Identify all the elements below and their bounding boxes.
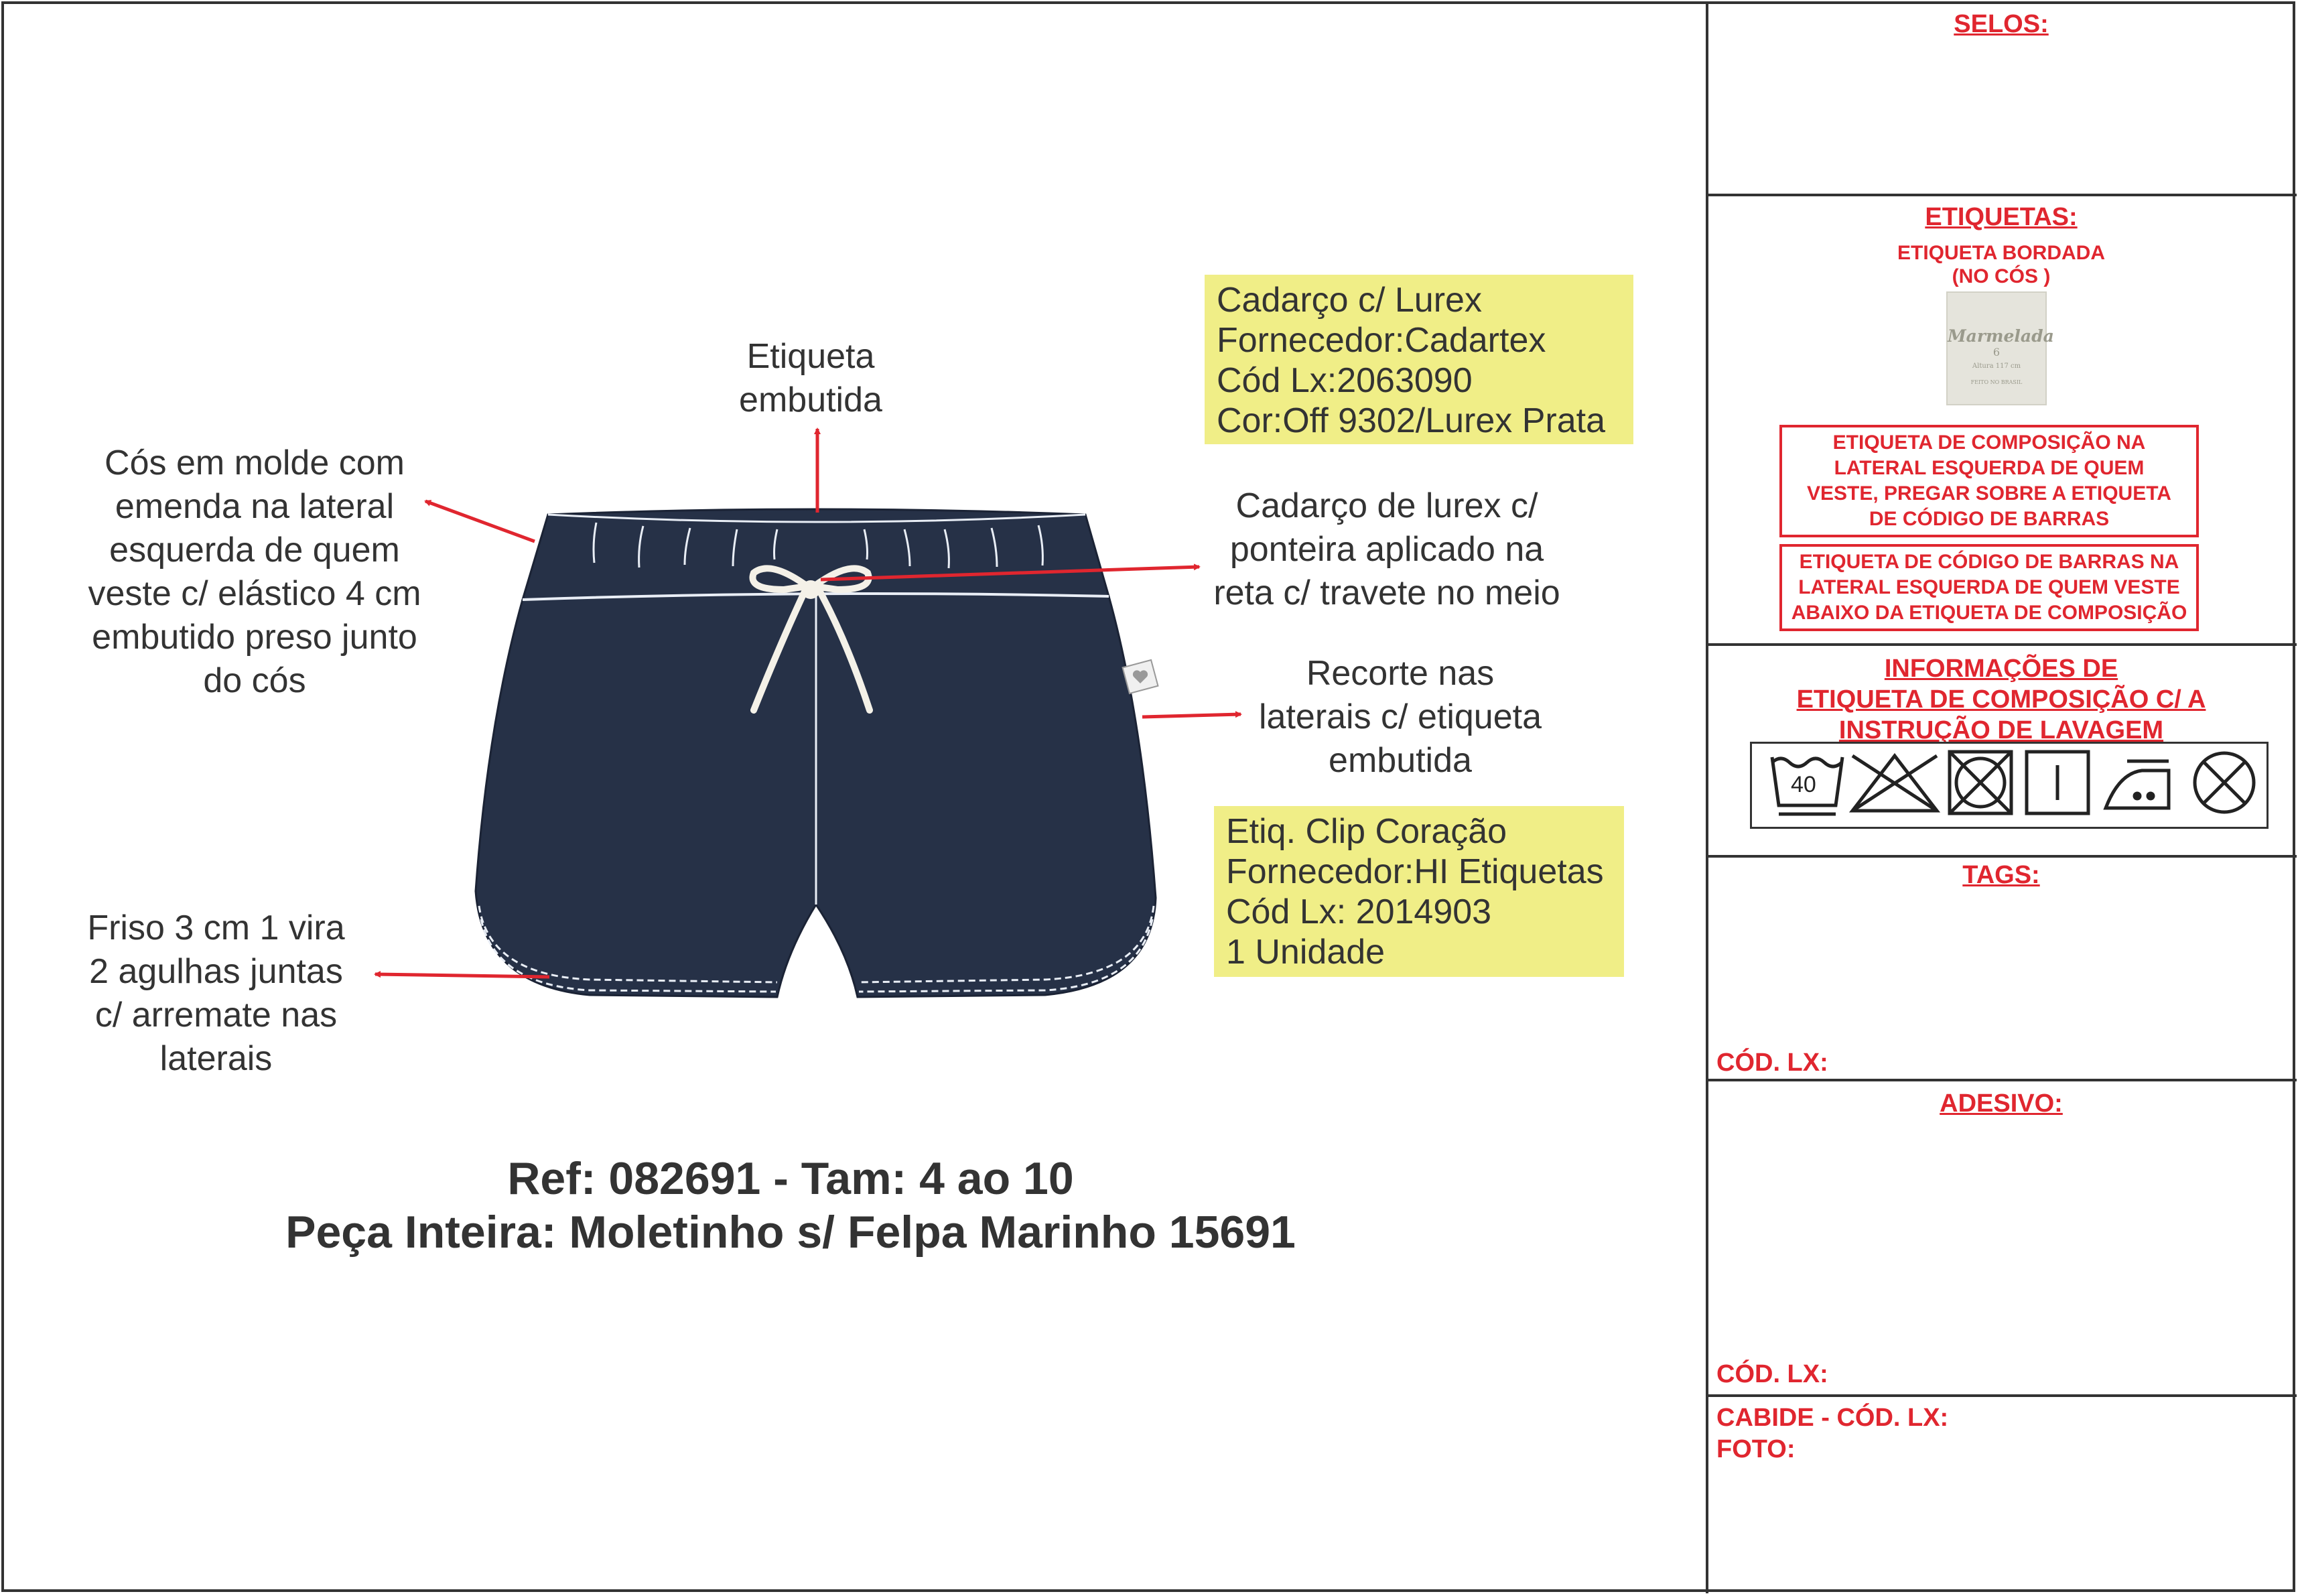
cadarco-spec-box <box>1205 275 1633 444</box>
etiq-clip-spec-line: Etiq. Clip Coração <box>1226 812 1507 851</box>
tags-cod-lx: CÓD. LX: <box>1716 1049 1828 1077</box>
divider-selos <box>1707 194 2297 196</box>
svg-text:40: 40 <box>1791 772 1816 797</box>
etiq-clip-spec-box <box>1214 806 1624 977</box>
selos-title: SELOS: <box>1954 10 2049 38</box>
etiq-clip-spec-line: 1 Unidade <box>1226 933 1385 972</box>
composicao-line: DE CÓDIGO DE BARRAS <box>1869 508 2110 530</box>
heart-clip-label <box>1123 660 1158 693</box>
woven-label-image <box>1946 291 2054 405</box>
composicao-line: ETIQUETA DE COMPOSIÇÃO NA <box>1832 431 2146 454</box>
note-cos-molde: Cós em molde com emenda na lateral esquerda de quem veste c/ elástico 4 cm embutido preso junto do cós <box>88 444 421 700</box>
label-brand: Marmelada <box>1948 326 2054 346</box>
label-origin: FEITO NO BRASIL <box>1970 379 2023 385</box>
note-friso: Friso 3 cm 1 vira 2 agulhas juntas c/ arremate nas laterais <box>87 909 345 1078</box>
cadarco-spec-line: Cadarço c/ Lurex <box>1217 281 1482 320</box>
label-size: 6 <box>1992 346 2001 358</box>
composicao-box <box>1779 425 2199 537</box>
etiq-clip-spec-line: Fornecedor:HI Etiquetas <box>1226 852 1604 891</box>
no-dry-clean-icon <box>2195 753 2254 812</box>
sidebar-divider <box>1706 1 1708 1593</box>
no-bleach-icon <box>1852 756 1937 811</box>
composicao-line: LATERAL ESQUERDA DE QUEM <box>1834 457 2145 479</box>
etiq-clip-spec-line: Cód Lx: 2014903 <box>1226 892 1492 931</box>
foto-label: FOTO: <box>1716 1435 1796 1463</box>
etiqueta-bordada-caption <box>1710 241 2293 288</box>
tags-title: TAGS: <box>1962 861 2040 889</box>
codigo-barras-box <box>1779 544 2199 631</box>
codigo-barras-line: ETIQUETA DE CÓDIGO DE BARRAS NA <box>1799 551 2179 573</box>
codigo-barras-line: LATERAL ESQUERDA DE QUEM VESTE <box>1798 576 2180 598</box>
no-cos-label: (NO CÓS ) <box>1952 265 2051 287</box>
informacoes-line: INSTRUÇÃO DE LAVAGEM <box>1838 716 2164 744</box>
cabide-cod-lx: CABIDE - CÓD. LX: <box>1716 1404 1949 1432</box>
wash-40-icon <box>1772 757 1842 814</box>
divider-informacoes <box>1707 855 2297 858</box>
divider-tags <box>1707 1079 2297 1081</box>
adesivo-cod-lx: CÓD. LX: <box>1716 1360 1828 1388</box>
line-dry-icon <box>2027 752 2088 813</box>
label-height: Altura 117 cm <box>1972 362 2021 370</box>
iron-medium-icon <box>2106 761 2169 808</box>
note-cadarco-lurex: Cadarço de lurex c/ ponteira aplicado na reta c/ travete no meio <box>1213 486 1560 612</box>
care-symbols-box <box>1750 742 2269 829</box>
reference-line: Ref: 082691 - Tam: 4 ao 10 <box>507 1153 1074 1204</box>
informacoes-line: INFORMAÇÕES DE <box>1884 655 2118 683</box>
divider-etiquetas <box>1707 643 2297 646</box>
composicao-line: VESTE, PREGAR SOBRE A ETIQUETA <box>1807 482 2171 505</box>
cadarco-spec-line: Fornecedor:Cadartex <box>1217 321 1546 360</box>
cadarco-spec-line: Cód Lx:2063090 <box>1217 361 1473 400</box>
etiquetas-title: ETIQUETAS: <box>1925 203 2078 231</box>
codigo-barras-line: ABAIXO DA ETIQUETA DE COMPOSIÇÃO <box>1791 602 2187 624</box>
no-tumble-dry-icon <box>1950 752 2011 813</box>
divider-adesivo <box>1707 1394 2297 1397</box>
informacoes-title <box>1710 653 2293 746</box>
informacoes-line: ETIQUETA DE COMPOSIÇÃO C/ A <box>1796 685 2206 714</box>
etiqueta-bordada-label: ETIQUETA BORDADA <box>1897 242 2105 264</box>
adesivo-title: ADESIVO: <box>1940 1089 2063 1118</box>
note-recorte-laterais: Recorte nas laterais c/ etiqueta embutida <box>1258 654 1542 780</box>
note-etiqueta-embutida: Etiqueta embutida <box>739 337 882 419</box>
care-symbols <box>1752 744 2267 827</box>
fabric-line: Peça Inteira: Moletinho s/ Felpa Marinho 15691 <box>285 1207 1296 1258</box>
cadarco-spec-line: Cor:Off 9302/Lurex Prata <box>1217 401 1606 440</box>
